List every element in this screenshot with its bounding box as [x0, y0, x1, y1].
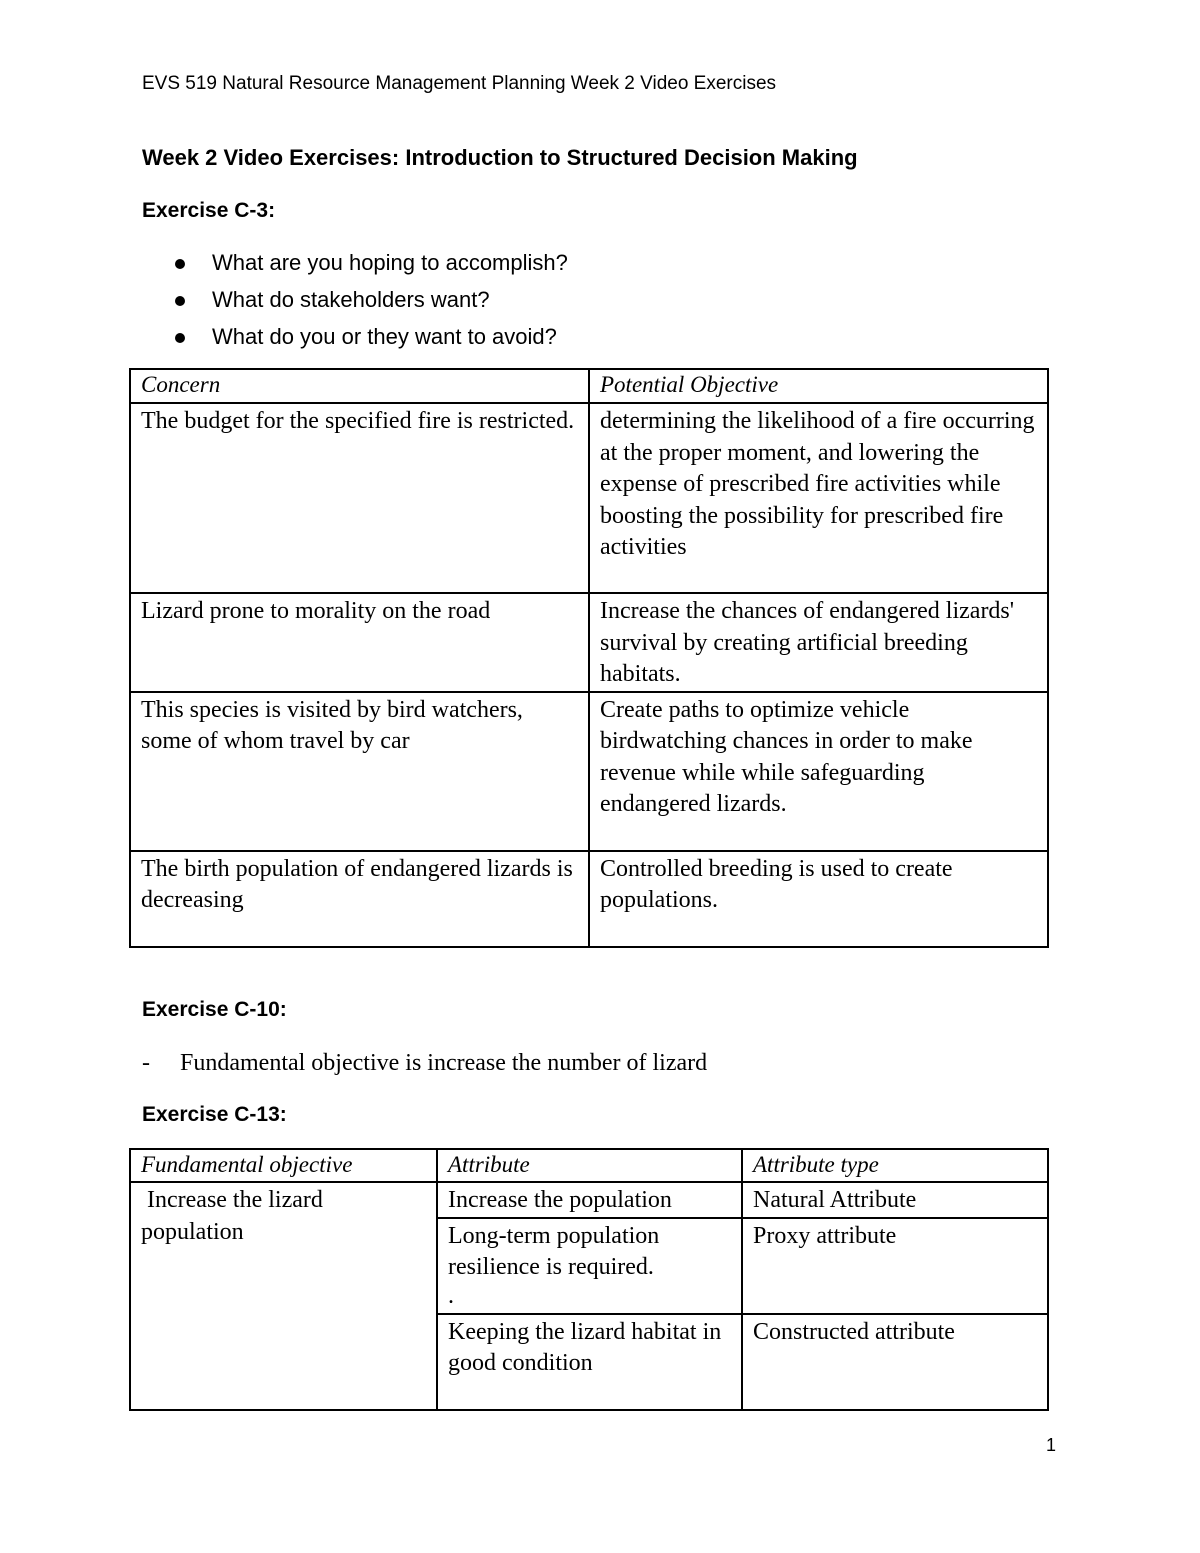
document-title: Week 2 Video Exercises: Introduction to Structured Decision Making	[142, 145, 858, 170]
bullet-item	[142, 285, 568, 322]
concern-cell: Lizard prone to morality on the road	[130, 593, 589, 692]
bullet-item	[142, 248, 568, 285]
attribute-type-cell: Proxy attribute	[742, 1218, 1048, 1314]
table-row	[130, 593, 1048, 692]
attribute-extra-text: .	[448, 1282, 454, 1309]
table-row	[130, 403, 1048, 593]
bullet-text: What do stakeholders want?	[212, 287, 490, 312]
objective-cell: Controlled breeding is used to create populations.	[589, 851, 1048, 947]
exercise-c10-heading: Exercise C-10:	[142, 998, 287, 1021]
attribute-table	[129, 1148, 1049, 1411]
running-header: EVS 519 Natural Resource Management Planning Week 2 Video Exercises	[142, 73, 777, 94]
exercise-c10-item	[142, 1047, 707, 1079]
objective-cell: determining the likelihood of a fire occurring at the proper moment, and lowering the expense of prescribed fire activities while boosting the possibility for prescribed fire activities	[589, 403, 1048, 593]
exercise-c3-bullet-list	[142, 248, 568, 359]
concern-cell: This species is visited by bird watchers, some of whom travel by car	[130, 692, 589, 851]
table-header-row	[130, 1149, 1048, 1182]
attribute-text: Long-term population resilience is required.	[448, 1222, 660, 1280]
exercise-c13-heading: Exercise C-13:	[142, 1103, 287, 1126]
exercise-c10-text: Fundamental objective is increase the number of lizard	[180, 1050, 708, 1076]
table-row	[130, 692, 1048, 851]
concern-cell: The budget for the specified fire is restricted.	[130, 403, 589, 593]
column-header-potential-objective: Potential Objective	[589, 369, 1048, 403]
exercise-c3-heading: Exercise C-3:	[142, 199, 276, 222]
attribute-cell: Keeping the lizard habitat in good condition	[437, 1314, 742, 1410]
table-header-row	[130, 369, 1048, 403]
bullet-dot-icon	[175, 296, 185, 306]
column-header-attribute-type: Attribute type	[742, 1149, 1048, 1182]
dash-marker: -	[142, 1050, 150, 1076]
table-row	[130, 1182, 1048, 1218]
column-header-concern: Concern	[130, 369, 589, 403]
attribute-type-cell: Constructed attribute	[742, 1314, 1048, 1410]
concern-objective-table	[129, 368, 1049, 948]
page-number: 1	[1046, 1435, 1057, 1455]
column-header-attribute: Attribute	[437, 1149, 742, 1182]
bullet-text: What are you hoping to accomplish?	[212, 250, 568, 275]
objective-cell: Increase the chances of endangered lizards' survival by creating artificial breeding habitats.	[589, 593, 1048, 692]
fundamental-objective-cell: Increase the lizard population	[130, 1182, 437, 1410]
bullet-text: What do you or they want to avoid?	[212, 324, 557, 349]
attribute-cell: Increase the population	[437, 1182, 742, 1218]
table-row	[130, 851, 1048, 947]
bullet-item	[142, 322, 568, 359]
attribute-cell	[437, 1218, 742, 1314]
attribute-type-cell: Natural Attribute	[742, 1182, 1048, 1218]
concern-cell: The birth population of endangered lizards is decreasing	[130, 851, 589, 947]
column-header-fundamental-objective: Fundamental objective	[130, 1149, 437, 1182]
bullet-dot-icon	[175, 259, 185, 269]
objective-cell: Create paths to optimize vehicle birdwatching chances in order to make revenue while while safeguarding endangered lizards.	[589, 692, 1048, 851]
bullet-dot-icon	[175, 333, 185, 343]
